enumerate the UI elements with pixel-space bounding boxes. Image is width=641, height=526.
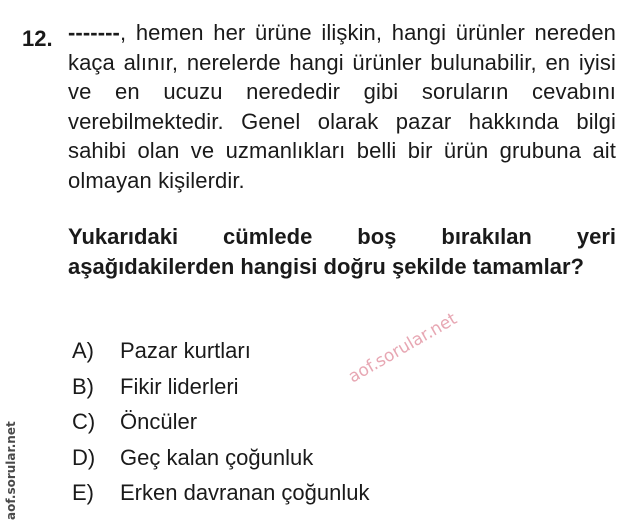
option-a[interactable] — [72, 333, 370, 369]
blank-placeholder: ------- — [68, 20, 120, 45]
option-b[interactable] — [72, 369, 370, 405]
option-text: Geç kalan çoğunluk — [120, 444, 314, 470]
option-e[interactable] — [72, 475, 370, 511]
watermark-side: aof.sorular.net — [4, 421, 18, 520]
option-text: Erken davranan çoğunluk — [120, 480, 370, 505]
option-text: Pazar kurtları — [120, 338, 251, 363]
option-text: Öncüler — [120, 409, 198, 434]
question-stem — [68, 18, 616, 195]
option-letter: C) — [72, 409, 96, 434]
option-text: Fikir liderleri — [120, 373, 239, 399]
answer-options — [72, 333, 370, 511]
watermark-center: aof.sorular.net — [345, 309, 461, 388]
stem-text: , hemen her ürüne ilişkin, hangi ürünler nereden kaça alınır, nerelerde hangi ürünler bulunabilir, en iyisi ve en ucuzu nerededir gibi soruların cevabını verebilmektedir. Genel olarak pazar hakkında bilgi sahibi olan ve uzmanlıkları belli bir ürün grubuna ait olmayan kişilerdir. — [68, 20, 616, 193]
option-letter: D) — [72, 444, 96, 470]
option-letter: E) — [72, 480, 94, 505]
question-number: 12. — [22, 26, 53, 51]
question-prompt: Yukarıdaki cümlede boş bırakılan yeri aşağıdakilerden hangisi doğru şekilde tamamlar? — [68, 224, 616, 279]
option-letter: A) — [72, 338, 94, 363]
option-d[interactable] — [72, 440, 370, 476]
option-letter: B) — [72, 373, 94, 399]
option-c[interactable] — [72, 404, 370, 440]
